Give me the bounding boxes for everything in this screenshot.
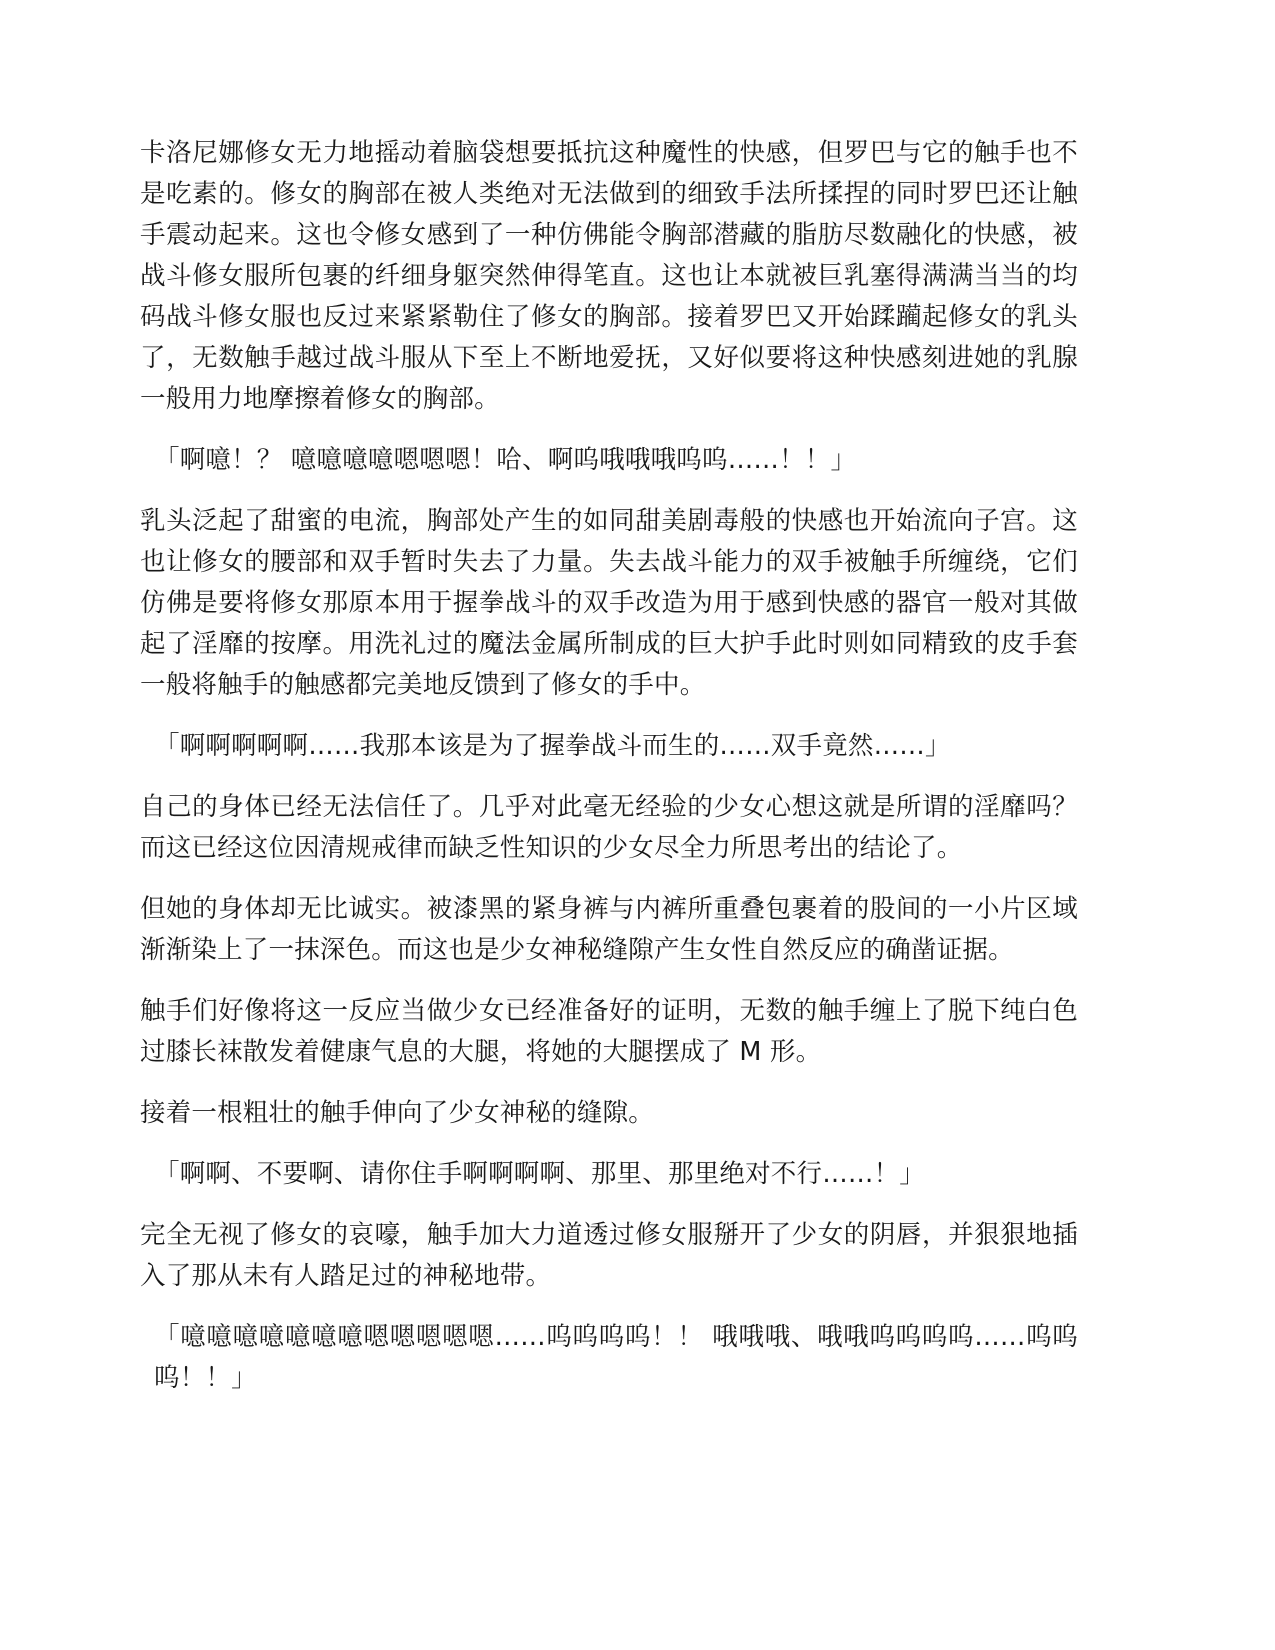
paragraph: 接着一根粗壮的触手伸向了少女神秘的缝隙。 [140,1098,655,1128]
paragraph: 卡洛尼娜修女无力地摇动着脑袋想要抵抗这种魔性的快感，但罗巴与它的触手也不是吃素的。修女的胸部在被人类绝对无法做到的细致手法所揉捏的同时罗巴还让触手震动起来。这也令修女感到了一种仿佛能令胸部潜藏的脂肪尽数融化的快感，被战斗修女服所包裹的纤细身躯突然伸得笔直。这也让本就被巨乳塞得满满当当的均码战斗修女服也反过来紧紧勒住了修女的胸部。接着罗巴又开始蹂躏起修女的乳头了，无数触手越过战斗服从下至上不断地爱抚，又好似要将这种快感刻进她的乳腺一般用力地摩擦着修女的胸部。 [140,138,1078,414]
paragraph: 乳头泛起了甜蜜的电流，胸部处产生的如同甜美剧毒般的快感也开始流向子宫。这也让修女的腰部和双手暂时失去了力量。失去战斗能力的双手被触手所缠绕，它们仿佛是要将修女那原本用于握拳战斗的双手改造为用于感到快感的器官一般对其做起了淫靡的按摩。用洗礼过的魔法金属所制成的巨大护手此时则如同精致的皮手套一般将触手的触感都完美地反馈到了修女的手中。 [140,506,1078,700]
dialogue-line: 「噫噫噫噫噫噫噫嗯嗯嗯嗯嗯……呜呜呜呜！！ 哦哦哦、哦哦呜呜呜呜……呜呜呜！！」 [154,1322,1078,1393]
document-body [140,133,1078,1419]
dialogue-line: 「啊啊、不要啊、请你住手啊啊啊啊、那里、那里绝对不行……！」 [154,1159,926,1189]
dialogue-line: 「啊噫！？ 噫噫噫噫嗯嗯嗯！哈、啊呜哦哦哦呜呜……！！」 [154,445,857,475]
dialogue-line: 「啊啊啊啊啊……我那本该是为了握拳战斗而生的……双手竟然……」 [154,731,951,761]
paragraph: 但她的身体却无比诚实。被漆黑的紧身裤与内裤所重叠包裹着的股间的一小片区域渐渐染上了一抹深色。而这也是少女神秘缝隙产生女性自然反应的确凿证据。 [140,894,1078,965]
paragraph: 完全无视了修女的哀嚎，触手加大力道透过修女服掰开了少女的阴唇，并狠狠地插入了那从未有人踏足过的神秘地带。 [140,1220,1078,1291]
paragraph: 触手们好像将这一反应当做少女已经准备好的证明，无数的触手缠上了脱下纯白色过膝长袜散发着健康气息的大腿，将她的大腿摆成了 M 形。 [140,996,1078,1067]
paragraph: 自己的身体已经无法信任了。几乎对此毫无经验的少女心想这就是所谓的淫靡吗？而这已经这位因清规戒律而缺乏性知识的少女尽全力所思考出的结论了。 [140,792,1078,863]
